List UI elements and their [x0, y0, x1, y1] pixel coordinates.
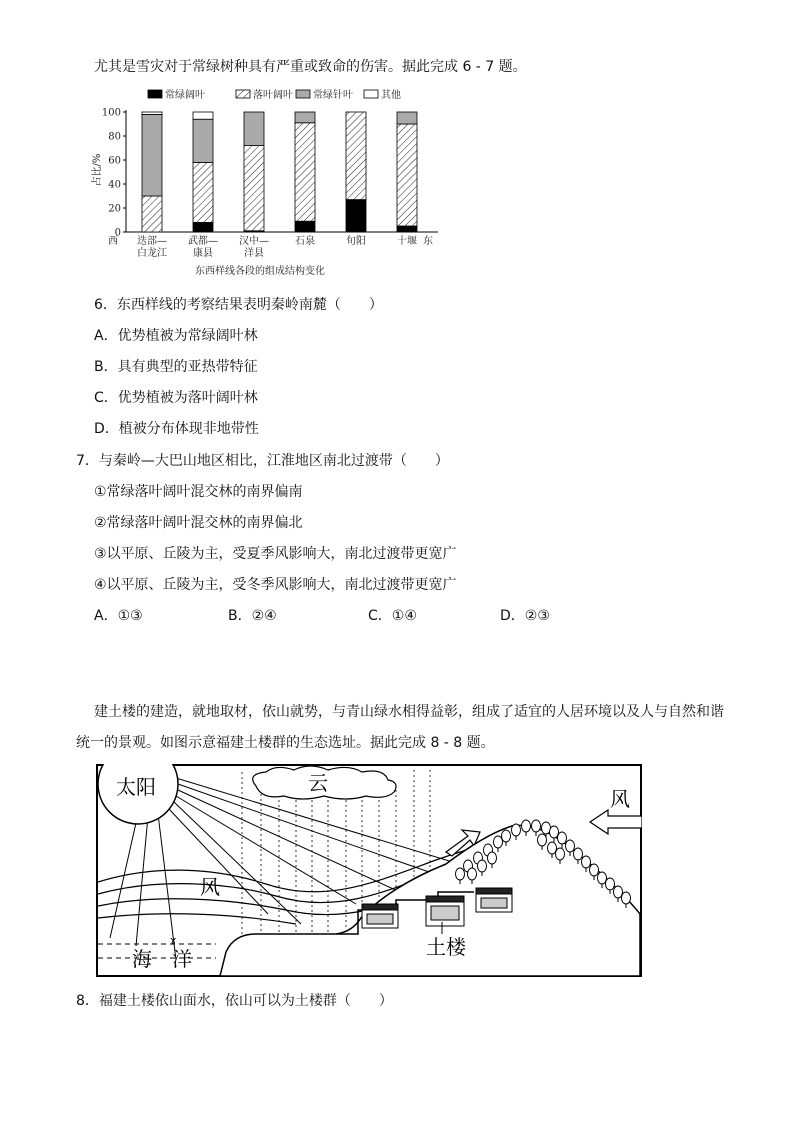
tree-icon [556, 848, 565, 860]
q6-option-b[interactable]: B．具有典型的亚热带特征 [94, 359, 258, 375]
bar-segment [142, 196, 162, 232]
tree-icon [478, 860, 487, 872]
tree-icon [590, 864, 599, 876]
tree-icon [502, 830, 511, 842]
bar-segment [397, 112, 417, 124]
y-tick-label: 80 [108, 131, 121, 143]
legend-swatch [364, 90, 378, 98]
q7-option-d[interactable]: D．②③ [500, 608, 550, 624]
q7-statement-4: ④以平原、丘陵为主，受冬季风影响大，南北过渡带更宽广 [94, 577, 457, 593]
legend-label: 常绿阔叶 [165, 90, 205, 101]
q7-option-a[interactable]: A．①③ [94, 608, 143, 624]
tree-icon [574, 848, 583, 860]
x-tick-label: 武都— [188, 236, 218, 247]
legend-swatch [236, 90, 250, 98]
tree-icon [566, 840, 575, 852]
x-tick-label: 汉中— [239, 236, 269, 247]
q8-stem: 8．福建土楼依山面水，依山可以为土楼群（ ） [76, 993, 393, 1009]
tree-icon [488, 852, 497, 864]
bar-segment [142, 112, 162, 114]
wind-right-label: 风 [610, 787, 630, 811]
y-tick-label: 60 [108, 155, 121, 167]
y-tick-label: 20 [108, 203, 121, 215]
x-tick-label: 迭部— [137, 236, 167, 247]
bar-segment [193, 222, 213, 232]
bar-segment [295, 221, 315, 232]
vegetation-composition-chart [80, 84, 460, 284]
tree-icon [606, 878, 615, 890]
bar-segment [295, 123, 315, 221]
west-label: 西 [108, 236, 118, 247]
tree-icon [558, 832, 567, 844]
tree-icon [548, 842, 557, 854]
y-tick-label: 40 [108, 179, 121, 191]
q7-option-c[interactable]: C．①④ [368, 608, 417, 624]
y-axis-label: 占比/% [92, 153, 103, 187]
bar-segment [397, 226, 417, 232]
x-tick-label: 洋县 [244, 248, 264, 259]
q7-option-b[interactable]: B．②④ [228, 608, 277, 624]
x-tick-label: 旬阳 [346, 236, 366, 247]
x-tick-label: 十堰 [397, 236, 417, 247]
legend-swatch [148, 90, 162, 98]
q7-statement-1: ①常绿落叶阔叶混交林的南界偏南 [94, 484, 303, 500]
x-tick-label: 白龙江 [137, 248, 167, 259]
q6-option-a[interactable]: A．优势植被为常绿阔叶林 [94, 328, 258, 344]
y-tick-label: 0 [114, 227, 121, 239]
x-tick-label: 石泉 [295, 236, 315, 247]
bar-segment [193, 119, 213, 162]
tree-icon [522, 820, 531, 832]
bar-segment [244, 146, 264, 231]
east-label: 东 [423, 236, 433, 247]
q7-statement-3: ③以平原、丘陵为主，受夏季风影响大，南北过渡带更宽广 [94, 546, 457, 562]
q6-stem: 6．东西样线的考察结果表明秦岭南麓（ ） [94, 297, 383, 313]
bar-segment [244, 112, 264, 146]
legend-label: 落叶阔叶 [253, 90, 293, 101]
tree-icon [622, 892, 631, 904]
q6-option-c[interactable]: C．优势植被为落叶阔叶林 [94, 390, 258, 406]
bar-segment [193, 162, 213, 222]
tree-icon [582, 856, 591, 868]
tulou-siting-figure [96, 764, 642, 978]
chart-title: 东西样线各段的组成结构变化 [195, 266, 325, 277]
legend-label: 其他 [381, 90, 401, 101]
bar-segment [346, 200, 366, 232]
bar-segment [397, 124, 417, 226]
q7-stem: 7．与秦岭—大巴山地区相比，江淮地区南北过渡带（ ） [76, 453, 449, 469]
bar-segment [142, 114, 162, 196]
sun-label: 太阳 [116, 775, 156, 799]
x-tick-label: 康县 [193, 248, 213, 259]
q7-statement-2: ②常绿落叶阔叶混交林的南界偏北 [94, 515, 303, 531]
tree-icon [614, 886, 623, 898]
cloud-label: 云 [308, 771, 328, 795]
tree-icon [494, 836, 503, 848]
tree-icon [532, 820, 541, 832]
bar-segment [193, 112, 213, 119]
y-tick-label: 100 [101, 107, 121, 119]
tree-icon [550, 826, 559, 838]
ocean-label: 海 洋 [132, 947, 192, 971]
tree-icon [538, 834, 547, 846]
wind-left-label: 风 [200, 875, 220, 899]
tree-icon [512, 824, 521, 836]
tulou-label: 土楼 [426, 935, 466, 959]
intro-text-2a: 建土楼的建造，就地取材，依山就势，与青山绿水相得益彰，组成了适宜的人居环境以及人与自然和谐 [94, 704, 724, 720]
intro-text-2b: 统一的景观。如图示意福建土楼群的生态选址。据此完成 8 - 8 题。 [76, 735, 495, 751]
tree-icon [468, 868, 477, 880]
bar-segment [346, 112, 366, 200]
intro-text-1: 尤其是雪灾对于常绿树种具有严重或致命的伤害。据此完成 6 - 7 题。 [94, 59, 527, 75]
q6-option-d[interactable]: D．植被分布体现非地带性 [94, 421, 259, 437]
legend-label: 常绿针叶 [313, 90, 353, 101]
bar-segment [295, 112, 315, 123]
tree-icon [456, 868, 465, 880]
legend-swatch [296, 90, 310, 98]
tree-icon [598, 872, 607, 884]
ocean-mark: ɤ [170, 934, 177, 947]
